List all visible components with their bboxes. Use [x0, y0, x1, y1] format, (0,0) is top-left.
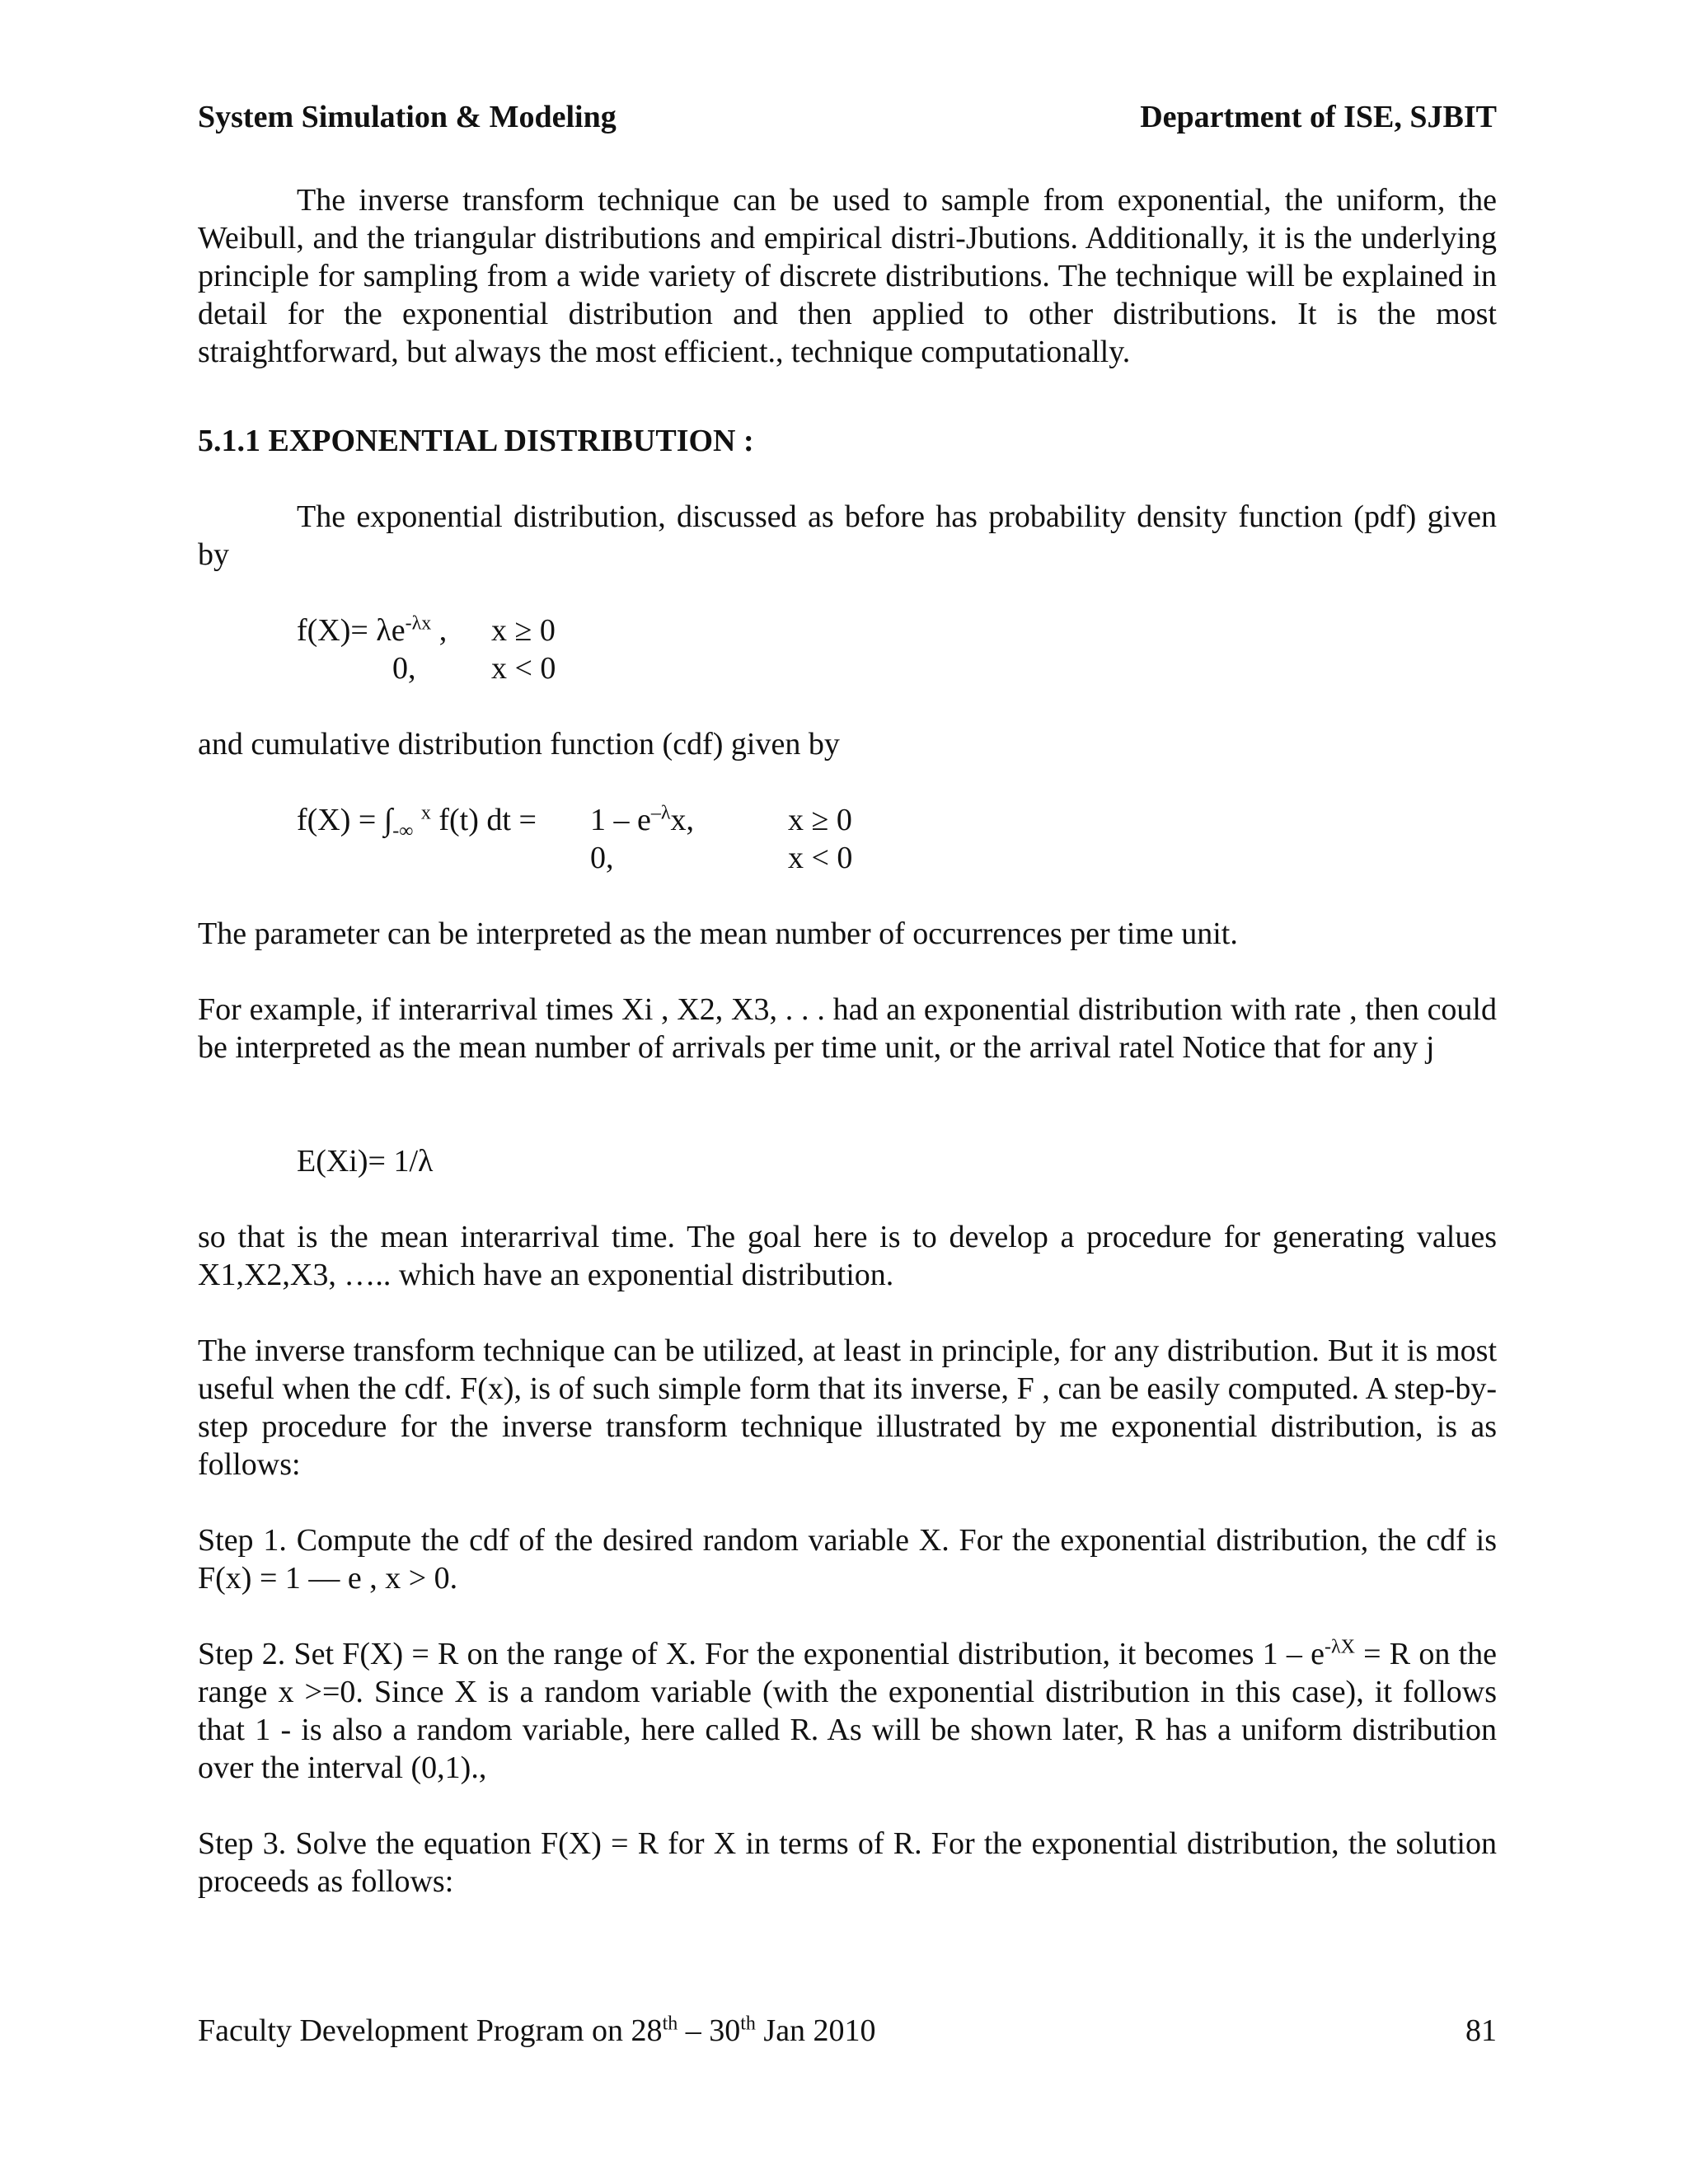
- page-header: [198, 97, 1497, 137]
- paragraph-step-3: Step 3. Solve the equation F(X) = R for X in terms of R. For the exponential distribution, the solution proceeds as follows:: [198, 1826, 1497, 1899]
- paragraph-parameter: The parameter can be interpreted as the mean number of occurrences per time unit.: [198, 916, 1238, 951]
- paragraph-intro: The inverse transform technique can be used to sample from exponential, the uniform, the Weibull, and the triangular distributions and empirical distri-Jbutions. Additionally, it is the underlying principle for sampling from a wide variety of discrete distributions. The technique will be explained in detail for the exponential distribution and then applied to other distributions. It is the most straightforward, but always the most efficient., technique computationally.: [198, 183, 1497, 369]
- pdf-condition-2: x < 0: [491, 651, 556, 686]
- cdf-row1-a: 1 – e: [590, 803, 651, 837]
- cdf-exponent: –λ: [650, 802, 671, 824]
- page-number: 81: [1465, 2013, 1497, 2048]
- pdf-exponent: -λx: [405, 612, 432, 635]
- page-footer: [198, 2011, 1497, 2050]
- cdf-row-2-value: 0,: [590, 841, 614, 875]
- paragraph-cdf-intro: and cumulative distribution function (cdf) given by: [198, 727, 840, 762]
- pdf-lhs: f(X)= λe: [297, 613, 406, 648]
- cdf-row-1: [590, 801, 694, 839]
- step-2-text-a: Step 2. Set F(X) = R on the range of X. For the exponential distribution, it becomes 1 – e: [198, 1637, 1325, 1671]
- paragraph-mean-interarrival: so that is the mean interarrival time. The goal here is to develop a procedure for generating values X1,X2,X3, ….. which have an exponential distribution.: [198, 1220, 1497, 1292]
- cdf-lhs-a: f(X) = ∫: [297, 803, 393, 837]
- cdf-upper-limit: x: [420, 802, 431, 824]
- paragraph-example: For example, if interarrival times Xi , X2, X3, . . . had an exponential distribution with rate , then could be interpreted as the mean number of arrivals per time unit, or the arrival ratel Notice that for any j: [198, 992, 1497, 1065]
- step-2-text-b: = R on the range x >=0. Since X is a random variable (with the exponential distribution in this case), it follows that 1 - is also a random variable, here called R. As will be shown later, R has a uniform distribution over the interval (0,1).,: [198, 1637, 1498, 1785]
- pdf-condition-1: x ≥ 0: [491, 613, 556, 648]
- footer-program: [198, 2011, 876, 2050]
- cdf-condition-1: x ≥ 0: [788, 803, 852, 837]
- mean-equation: E(Xi)= 1/λ: [297, 1144, 434, 1179]
- section-heading: 5.1.1 EXPONENTIAL DISTRIBUTION :: [198, 424, 754, 458]
- pdf-row-2-value: 0,: [392, 651, 416, 686]
- step-2-exponent: -λX: [1324, 1636, 1355, 1658]
- document-page: [198, 0, 1497, 2184]
- cdf-lhs: [297, 801, 537, 842]
- footer-sup-2: th: [740, 2013, 756, 2035]
- footer-text-c: Jan 2010: [755, 2013, 876, 2048]
- header-department: Department of ISE, SJBIT: [1140, 100, 1497, 134]
- paragraph-inverse-transform: The inverse transform technique can be utilized, at least in principle, for any distribution. But it is most useful when the cdf. F(x), is of such simple form that its inverse, F , can be easily computed. A step-by-step procedure for the inverse transform technique illustrated by me exponential distribution, is as follows:: [198, 1333, 1497, 1482]
- cdf-row1-b: x,: [670, 803, 695, 837]
- paragraph-step-1: Step 1. Compute the cdf of the desired random variable X. For the exponential distribution, the cdf is F(x) = 1 — e , x > 0.: [198, 1523, 1497, 1596]
- header-course-title: System Simulation & Modeling: [198, 100, 617, 134]
- pdf-equation-row-1: [297, 612, 447, 649]
- footer-text-b: – 30: [678, 2013, 741, 2048]
- footer-sup-1: th: [662, 2013, 678, 2035]
- cdf-lhs-b: f(t) dt =: [430, 803, 537, 837]
- cdf-lower-limit: -∞: [392, 820, 414, 842]
- footer-text-a: Faculty Development Program on 28: [198, 2013, 663, 2048]
- pdf-comma: ,: [431, 613, 448, 648]
- paragraph-pdf-intro: The exponential distribution, discussed as before has probability density function (pdf) given by: [198, 499, 1497, 572]
- cdf-condition-2: x < 0: [788, 841, 853, 875]
- paragraph-step-2: [198, 1635, 1497, 1787]
